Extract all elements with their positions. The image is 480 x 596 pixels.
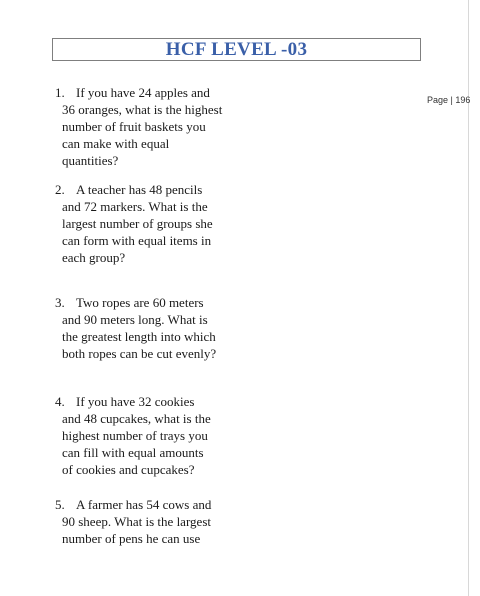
question-text-line: and 48 cupcakes, what is the xyxy=(62,411,211,426)
question-3 xyxy=(55,294,245,362)
question-text-line: number of pens he can use xyxy=(62,531,201,546)
question-text-line: the greatest length into which xyxy=(62,329,216,344)
question-text-line: each group? xyxy=(62,250,126,265)
question-text-line: 36 oranges, what is the highest xyxy=(62,102,223,117)
page-edge-line xyxy=(468,0,469,596)
question-text-line: and 72 markers. What is the xyxy=(62,199,208,214)
question-text-line: Two ropes are 60 meters xyxy=(76,295,204,310)
question-text-line: 90 sheep. What is the largest xyxy=(62,514,211,529)
question-text-line: both ropes can be cut evenly? xyxy=(62,346,217,361)
question-text-line: of cookies and cupcakes? xyxy=(62,462,195,477)
question-text-line: If you have 32 cookies xyxy=(76,394,195,409)
question-text-line: highest number of trays you xyxy=(62,428,208,443)
question-number: 2. xyxy=(55,182,65,197)
question-number: 5. xyxy=(55,497,65,512)
question-number: 1. xyxy=(55,85,65,100)
question-5 xyxy=(55,496,245,547)
question-2 xyxy=(55,181,245,266)
question-text-line: can form with equal items in xyxy=(62,233,212,248)
question-text-line: number of fruit baskets you xyxy=(62,119,206,134)
question-number: 3. xyxy=(55,295,65,310)
question-text-line: largest number of groups she xyxy=(62,216,213,231)
question-text-line: A teacher has 48 pencils xyxy=(76,182,203,197)
title-box xyxy=(52,38,421,61)
question-text-line: quantities? xyxy=(62,153,119,168)
question-number: 4. xyxy=(55,394,65,409)
page-number: Page | 196 xyxy=(427,95,471,105)
question-4 xyxy=(55,393,245,478)
question-text-line: and 90 meters long. What is xyxy=(62,312,208,327)
question-text-line: can make with equal xyxy=(62,136,170,151)
question-text-line: If you have 24 apples and xyxy=(76,85,210,100)
question-text-line: can fill with equal amounts xyxy=(62,445,204,460)
question-1 xyxy=(55,84,245,169)
page-title: HCF LEVEL -03 xyxy=(165,38,308,60)
question-text-line: A farmer has 54 cows and xyxy=(76,497,212,512)
